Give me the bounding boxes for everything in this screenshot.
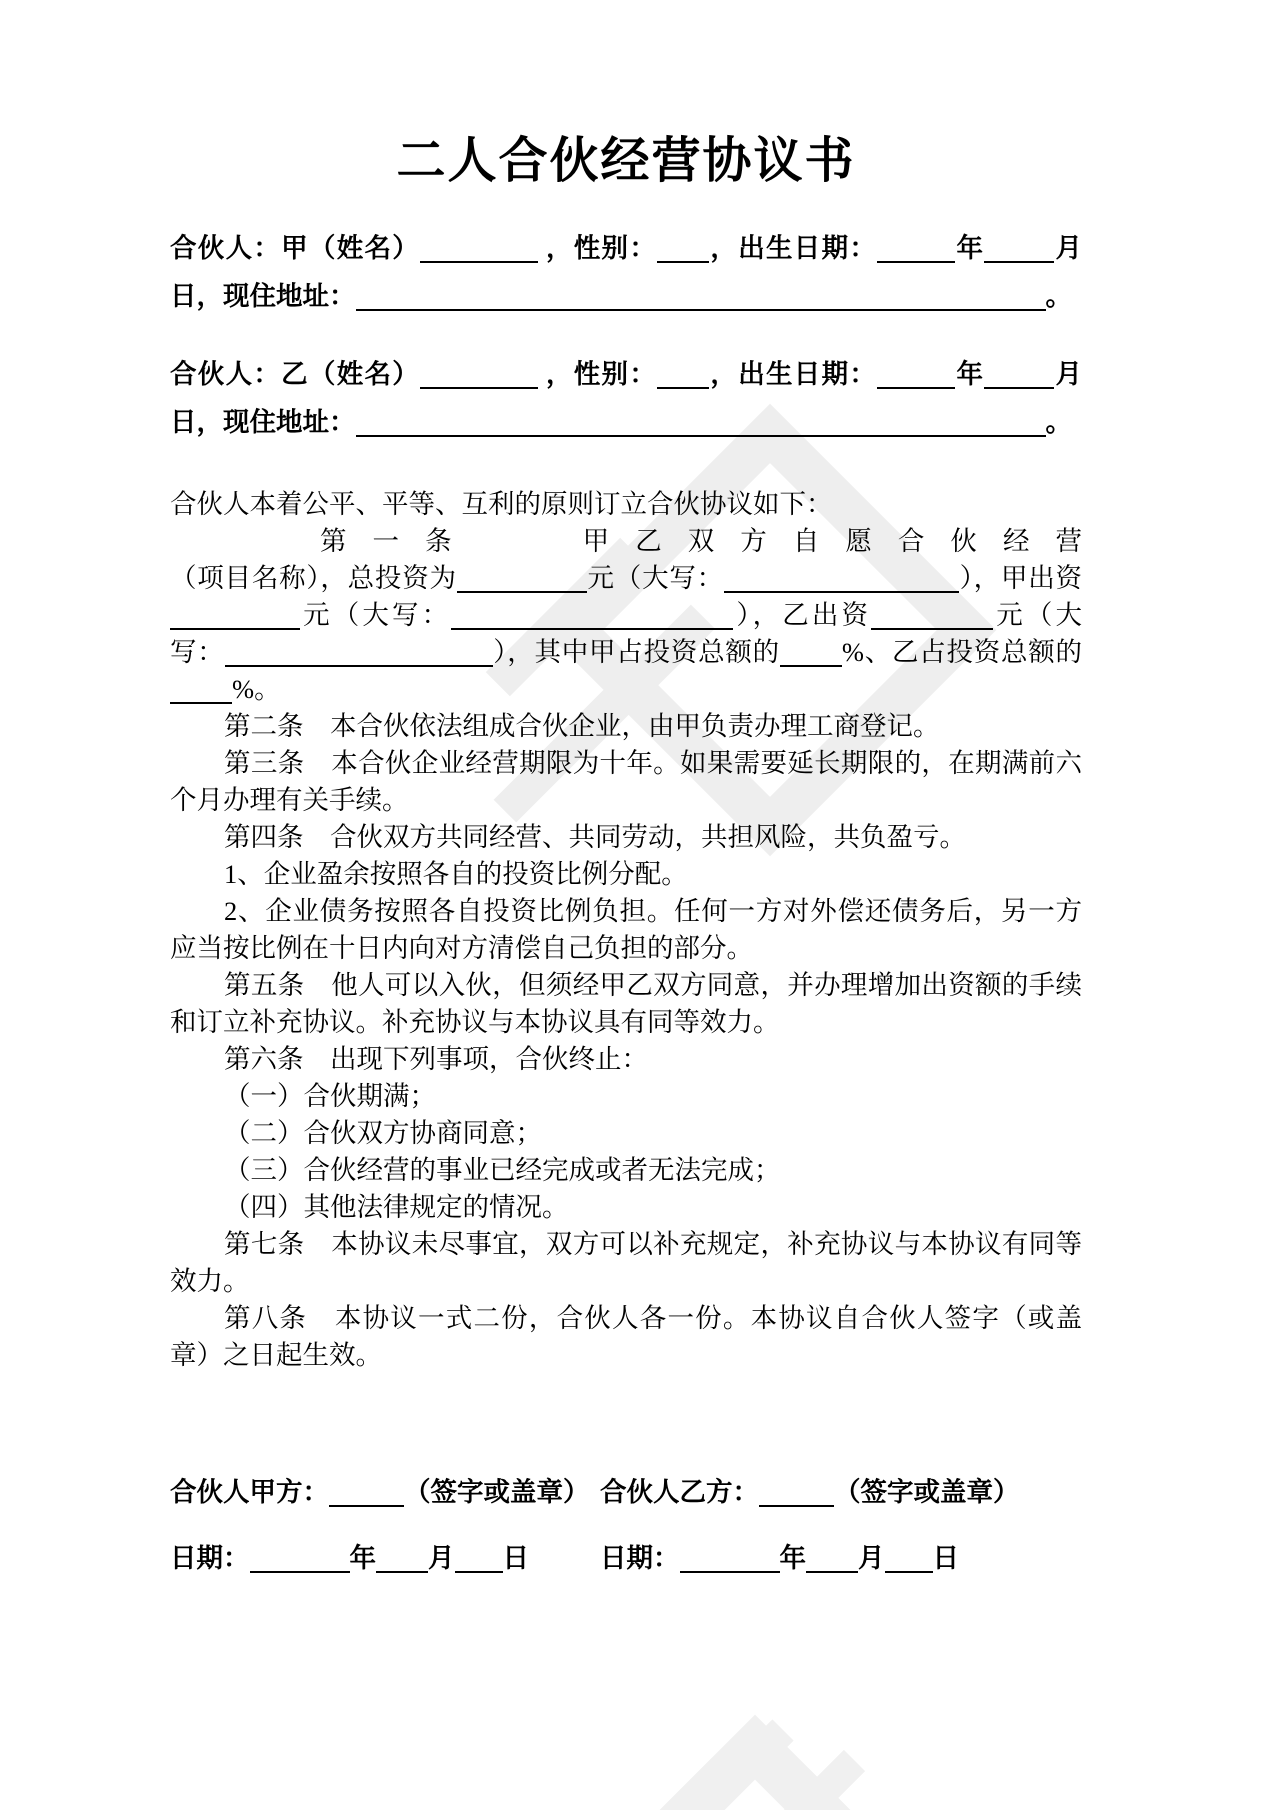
text-run: （四）其他法律规定的情况。 bbox=[224, 1192, 569, 1222]
clause-8 bbox=[170, 1300, 1082, 1374]
clause-4 bbox=[170, 819, 1082, 856]
document-body bbox=[170, 224, 1082, 1374]
signature-row-1 bbox=[170, 1472, 1082, 1512]
text-run: （签字或盖章） bbox=[404, 1477, 590, 1507]
text-run: 合伙人：甲（姓名） bbox=[170, 233, 421, 263]
text-run: 第五条 他人可以入伙，但须经甲乙双方同意，并办理增加出资额的手续和订立补充协议。补充协议与本协议具有同等效力。 bbox=[170, 970, 1082, 1037]
text-run: 日 bbox=[932, 1543, 959, 1573]
document-title: 二人合伙经营协议书 bbox=[396, 133, 856, 188]
text-run: 年 bbox=[955, 359, 985, 389]
text-run: 年 bbox=[779, 1543, 806, 1573]
fill-blank bbox=[984, 231, 1054, 263]
text-run: 1、企业盈余按照各自的投资比例分配。 bbox=[224, 859, 688, 889]
text-run: 。 bbox=[1045, 407, 1072, 437]
fill-blank bbox=[356, 279, 1046, 311]
clause-1-heading bbox=[170, 523, 1082, 560]
fill-blank bbox=[759, 1475, 834, 1507]
fill-blank bbox=[885, 1541, 933, 1573]
text-run: ，性别： bbox=[538, 359, 658, 389]
clause-4-item-1 bbox=[170, 856, 1082, 893]
clause-2 bbox=[170, 708, 1082, 745]
text-run: ，出生日期： bbox=[709, 359, 878, 389]
fill-blank bbox=[376, 1541, 428, 1573]
signature-right-column bbox=[600, 1543, 959, 1573]
text-run: （一）合伙期满； bbox=[224, 1081, 436, 1111]
fill-blank bbox=[806, 1541, 858, 1573]
text-run: 年 bbox=[955, 233, 985, 263]
text-run: 月日，现住地址： bbox=[170, 233, 1083, 311]
text-run: 第八条 本协议一式二份，合伙人各一份。本协议自合伙人签字（或盖章）之日起生效。 bbox=[170, 1303, 1082, 1370]
text-run: 第七条 本协议未尽事宜，双方可以补充规定，补充协议与本协议有同等效力。 bbox=[170, 1229, 1082, 1296]
clause-6-item-4 bbox=[170, 1189, 1082, 1226]
text-run: （项目名称），总投资为 bbox=[170, 563, 457, 593]
fill-blank bbox=[420, 231, 538, 263]
fill-blank bbox=[356, 405, 1046, 437]
text-run: ，性别： bbox=[538, 233, 658, 263]
clause-4-item-2 bbox=[170, 893, 1082, 967]
clause-6-item-2 bbox=[170, 1115, 1082, 1152]
text-run: 元（大写： bbox=[586, 563, 724, 593]
text-run: 月 bbox=[428, 1543, 455, 1573]
fill-blank bbox=[680, 1541, 780, 1573]
fill-blank bbox=[984, 357, 1054, 389]
fill-blank bbox=[170, 598, 300, 630]
text-run: %、乙占投资总额的 bbox=[841, 637, 1082, 667]
text-run: 合伙人甲方： bbox=[170, 1477, 329, 1507]
text-run: 第三条 本合伙企业经营期限为十年。如果需要延长期限的，在期满前六个月办理有关手续。 bbox=[170, 748, 1082, 815]
text-run: 合伙人乙方： bbox=[600, 1477, 759, 1507]
text-run: 日 bbox=[502, 1543, 529, 1573]
text-run: 第四条 合伙双方共同经营、共同劳动，共担风险，共负盈亏。 bbox=[224, 822, 966, 852]
text-run: ），乙出资 bbox=[733, 600, 872, 630]
text-run: （签字或盖章） bbox=[834, 1477, 1020, 1507]
signature-left-column bbox=[170, 1538, 600, 1578]
text-run: 月日，现住地址： bbox=[170, 359, 1083, 437]
text-run: 月 bbox=[858, 1543, 885, 1573]
fill-blank bbox=[455, 1541, 503, 1573]
document-content bbox=[170, 0, 1082, 1604]
text-run: 第二条 本合伙依法组成合伙企业，由甲负责办理工商登记。 bbox=[224, 711, 940, 741]
fill-blank bbox=[877, 357, 955, 389]
signature-left-column bbox=[170, 1472, 600, 1512]
text-run: 日期： bbox=[600, 1543, 680, 1573]
signature-row-2 bbox=[170, 1538, 1082, 1578]
text-run: 元（大写： bbox=[300, 600, 452, 630]
fill-blank bbox=[877, 231, 955, 263]
signature-right-column bbox=[600, 1477, 1020, 1507]
text-run: 合伙人：乙（姓名） bbox=[170, 359, 421, 389]
text-run: 2、企业债务按照各自投资比例负担。任何一方对外偿还债务后，另一方应当按比例在十日内向对方清偿自己负担的部分。 bbox=[170, 896, 1082, 963]
fill-blank bbox=[250, 1541, 350, 1573]
fill-blank bbox=[657, 231, 709, 263]
fill-blank bbox=[657, 357, 709, 389]
fill-blank bbox=[457, 561, 587, 593]
text-run: 。 bbox=[1045, 281, 1072, 311]
clause-6-item-1 bbox=[170, 1078, 1082, 1115]
fill-blank bbox=[420, 357, 538, 389]
text-run: ，出生日期： bbox=[709, 233, 878, 263]
fill-blank bbox=[329, 1475, 404, 1507]
clause-6 bbox=[170, 1041, 1082, 1078]
fill-blank bbox=[724, 561, 959, 593]
clause-5 bbox=[170, 967, 1082, 1041]
text-run: 第六条 出现下列事项，合伙终止： bbox=[224, 1044, 648, 1074]
text-run: 第一条 甲乙双方自愿合伙经营 bbox=[320, 526, 1082, 556]
partner-a-info bbox=[170, 224, 1082, 320]
preamble bbox=[170, 486, 1082, 523]
text-run: 年 bbox=[349, 1543, 376, 1573]
fill-blank bbox=[871, 598, 993, 630]
text-run: ），甲出资 bbox=[958, 563, 1083, 593]
partner-b-info bbox=[170, 350, 1082, 446]
clause-1-body bbox=[170, 560, 1082, 708]
text-run: 合伙人本着公平、平等、互利的原则订立合伙协议如下： bbox=[170, 489, 833, 519]
fill-blank bbox=[451, 598, 733, 630]
fill-blank bbox=[225, 635, 493, 667]
text-run: %。 bbox=[232, 674, 281, 704]
text-run: ），其中甲占投资总额的 bbox=[492, 637, 780, 667]
text-run: （二）合伙双方协商同意； bbox=[224, 1118, 542, 1148]
text-run: 日期： bbox=[170, 1543, 250, 1573]
clause-7 bbox=[170, 1226, 1082, 1300]
signature-block bbox=[170, 1472, 1082, 1578]
fill-blank bbox=[170, 672, 232, 704]
fill-blank bbox=[780, 635, 842, 667]
clause-6-item-3 bbox=[170, 1152, 1082, 1189]
text-run: （三）合伙经营的事业已经完成或者无法完成； bbox=[224, 1155, 781, 1185]
clause-3 bbox=[170, 745, 1082, 819]
text-run: 元（大写： bbox=[170, 600, 1083, 667]
